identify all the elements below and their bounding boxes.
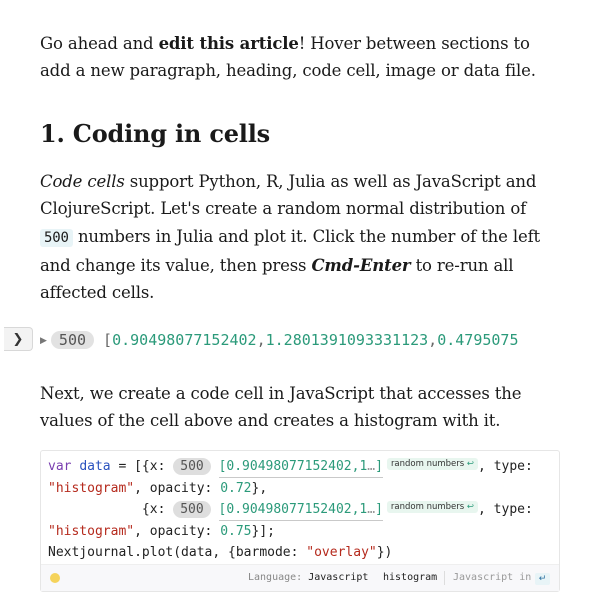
code-cells-term: Code cells xyxy=(40,172,125,191)
cell-name[interactable]: histogram xyxy=(383,572,438,583)
reference-count-chip[interactable]: 500 xyxy=(173,501,210,518)
reference-count-chip[interactable]: 500 xyxy=(173,458,210,475)
code-editor[interactable]: var data = [{x: 500 [0.90498077152402,1…] random numbers ↩ , type: "histogram", opacity: 0.72}, {x: 500 [0.90498077152402,1…] random numbers ↩ , type: "histogram", opacity: 0.75}]; Nextjournal.plot(data, {barmode: "overlay"}) xyxy=(48,456,553,563)
edit-article-link[interactable]: edit this article xyxy=(158,34,299,53)
array-value: 1.2801391093331123 xyxy=(265,331,429,349)
array-open-bracket: [ xyxy=(103,331,113,349)
cell-reference[interactable]: [0.90498077152402,1…] xyxy=(219,499,383,521)
result-count-chip[interactable]: 500 xyxy=(51,331,94,349)
return-icon: ↩ xyxy=(466,459,475,469)
runtime-label: Javascript in xyxy=(453,572,532,583)
language-value: Javascript xyxy=(308,572,369,583)
next-paragraph: Next, we create a code cell in JavaScript that accesses the values of the cell above and creates a histogram with it. xyxy=(40,384,522,431)
array-value: 0.90498077152402 xyxy=(112,331,257,349)
language-selector[interactable]: Language: Javascript xyxy=(248,572,369,583)
code-cell-footer xyxy=(41,564,559,591)
array-value: 0.4795075 xyxy=(437,331,519,349)
chevron-right-icon[interactable]: ❯ xyxy=(4,327,33,351)
return-icon: ↩ xyxy=(466,502,475,512)
shortcut-text: Cmd-Enter xyxy=(311,255,411,275)
cell-reference[interactable]: [0.90498077152402,1…] xyxy=(219,456,383,478)
code-cells-paragraph: Code cells support Python, R, Julia as well as JavaScript and ClojureScript. Let's create a random normal distribution of 500 numbers in Julia and plot it. Click the number of the left and change its value, then press Cmd-Enter to re-run all affected cells. xyxy=(40,172,541,303)
inline-number: 500 xyxy=(40,229,73,247)
reference-tag[interactable]: random numbers ↩ xyxy=(387,501,478,513)
code-cell[interactable] xyxy=(40,450,560,592)
cell-result: ▶ 500 [0.90498077152402,1.2801391093331123,0.4795075 xyxy=(40,331,519,349)
expand-triangle-icon[interactable]: ▶ xyxy=(40,336,47,346)
status-indicator xyxy=(50,573,60,583)
intro-text-rest: ! Hover between sections to add a new paragraph, heading, code cell, image or data file. xyxy=(40,34,536,81)
section-heading: 1. Coding in cells xyxy=(40,119,270,148)
divider xyxy=(444,571,445,585)
intro-paragraph xyxy=(40,30,562,85)
intro-text: Go ahead and xyxy=(40,34,159,53)
reference-tag[interactable]: random numbers ↩ xyxy=(387,458,478,470)
run-icon[interactable]: ↵ xyxy=(535,573,550,585)
